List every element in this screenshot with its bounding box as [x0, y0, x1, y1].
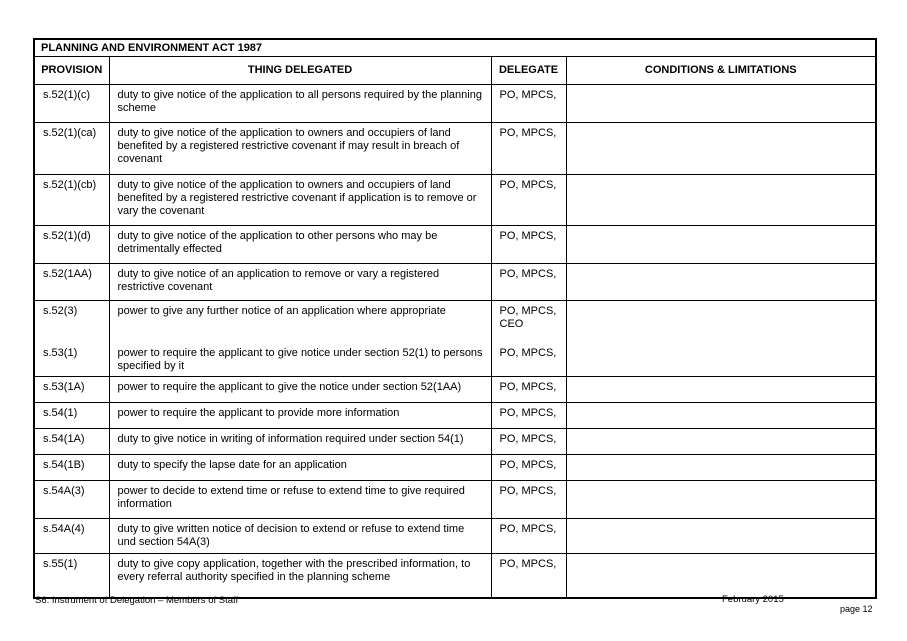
thing-delegated-cell: power to require the applicant to provide more information	[109, 402, 491, 428]
table-row	[34, 301, 876, 338]
delegate-cell: PO, MPCS,	[491, 264, 566, 301]
table-row	[34, 264, 876, 301]
footer-date: February 2015	[722, 594, 784, 605]
thing-delegated-cell: duty to give notice of the application to other persons who may be detrimentally effected	[109, 226, 491, 264]
provision-cell: s.54(1A)	[34, 428, 109, 454]
table-row	[34, 376, 876, 402]
conditions-cell	[566, 428, 876, 454]
conditions-cell	[566, 226, 876, 264]
provision-cell: s.54A(4)	[34, 518, 109, 553]
provision-cell: s.52(1AA)	[34, 264, 109, 301]
conditions-cell	[566, 376, 876, 402]
thing-delegated-cell: power to require the applicant to give the notice under section 52(1AA)	[109, 376, 491, 402]
act-title-row	[34, 39, 876, 57]
delegate-cell: PO, MPCS,	[491, 338, 566, 377]
provision-cell: s.54(1)	[34, 402, 109, 428]
conditions-cell	[566, 264, 876, 301]
column-header-thing-delegated: THING DELEGATED	[109, 57, 491, 85]
footer-document-title: S6. Instrument of Delegation – Members of Staff	[35, 595, 239, 606]
conditions-cell	[566, 301, 876, 338]
conditions-cell	[566, 402, 876, 428]
thing-delegated-cell: duty to give notice of the application to all persons required by the planning scheme	[109, 85, 491, 123]
thing-delegated-cell: duty to give written notice of decision to extend or refuse to extend time und section 54A(3)	[109, 518, 491, 553]
provision-cell: s.52(3)	[34, 301, 109, 338]
footer-page-number: page 12	[840, 604, 873, 614]
thing-delegated-cell: power to give any further notice of an application where appropriate	[109, 301, 491, 338]
conditions-cell	[566, 123, 876, 175]
provision-cell: s.52(1)(c)	[34, 85, 109, 123]
column-header-provision: PROVISION	[34, 57, 109, 85]
delegate-cell: PO, MPCS, CEO	[491, 301, 566, 338]
delegate-cell: PO, MPCS,	[491, 402, 566, 428]
conditions-cell	[566, 338, 876, 377]
delegate-cell: PO, MPCS,	[491, 226, 566, 264]
thing-delegated-cell: duty to give notice of the application to owners and occupiers of land benefited by a registered restrictive covenant if may result in breach of covenant	[109, 123, 491, 175]
delegate-cell: PO, MPCS,	[491, 123, 566, 175]
column-header-delegate: DELEGATE	[491, 57, 566, 85]
thing-delegated-cell: duty to give copy application, together with the prescribed information, to every referral authority specified in the planning scheme	[109, 553, 491, 598]
act-title: PLANNING AND ENVIRONMENT ACT 1987	[34, 39, 876, 57]
table-row	[34, 454, 876, 480]
delegation-table	[33, 38, 877, 599]
thing-delegated-cell: duty to give notice of the application to owners and occupiers of land benefited by a registered restrictive covenant if application is to remove or vary the covenant	[109, 175, 491, 226]
table-body	[34, 85, 876, 599]
delegate-cell: PO, MPCS,	[491, 428, 566, 454]
delegate-cell: PO, MPCS,	[491, 175, 566, 226]
provision-cell: s.52(1)(ca)	[34, 123, 109, 175]
conditions-cell	[566, 518, 876, 553]
table-row	[34, 123, 876, 175]
conditions-cell	[566, 480, 876, 518]
table-row	[34, 402, 876, 428]
table-row	[34, 553, 876, 598]
provision-cell: s.52(1)(d)	[34, 226, 109, 264]
table-row	[34, 85, 876, 123]
thing-delegated-cell: duty to specify the lapse date for an application	[109, 454, 491, 480]
provision-cell: s.53(1A)	[34, 376, 109, 402]
delegate-cell: PO, MPCS,	[491, 454, 566, 480]
thing-delegated-cell: duty to give notice in writing of information required under section 54(1)	[109, 428, 491, 454]
conditions-cell	[566, 85, 876, 123]
conditions-cell	[566, 175, 876, 226]
provision-cell: s.52(1)(cb)	[34, 175, 109, 226]
thing-delegated-cell: duty to give notice of an application to remove or vary a registered restrictive covenant	[109, 264, 491, 301]
table-row	[34, 175, 876, 226]
delegate-cell: PO, MPCS,	[491, 518, 566, 553]
delegate-cell: PO, MPCS,	[491, 480, 566, 518]
table-row	[34, 428, 876, 454]
delegate-cell: PO, MPCS,	[491, 553, 566, 598]
table-header-row	[34, 57, 876, 85]
conditions-cell	[566, 553, 876, 598]
table-row	[34, 226, 876, 264]
column-header-conditions: CONDITIONS & LIMITATIONS	[566, 57, 876, 85]
thing-delegated-cell: power to require the applicant to give notice under section 52(1) to persons specified by it	[109, 338, 491, 377]
table-row	[34, 480, 876, 518]
delegate-cell: PO, MPCS,	[491, 376, 566, 402]
table-row	[34, 518, 876, 553]
provision-cell: s.55(1)	[34, 553, 109, 598]
provision-cell: s.54A(3)	[34, 480, 109, 518]
conditions-cell	[566, 454, 876, 480]
thing-delegated-cell: power to decide to extend time or refuse to extend time to give required information	[109, 480, 491, 518]
delegate-cell: PO, MPCS,	[491, 85, 566, 123]
provision-cell: s.53(1)	[34, 338, 109, 377]
provision-cell: s.54(1B)	[34, 454, 109, 480]
table-row	[34, 338, 876, 377]
